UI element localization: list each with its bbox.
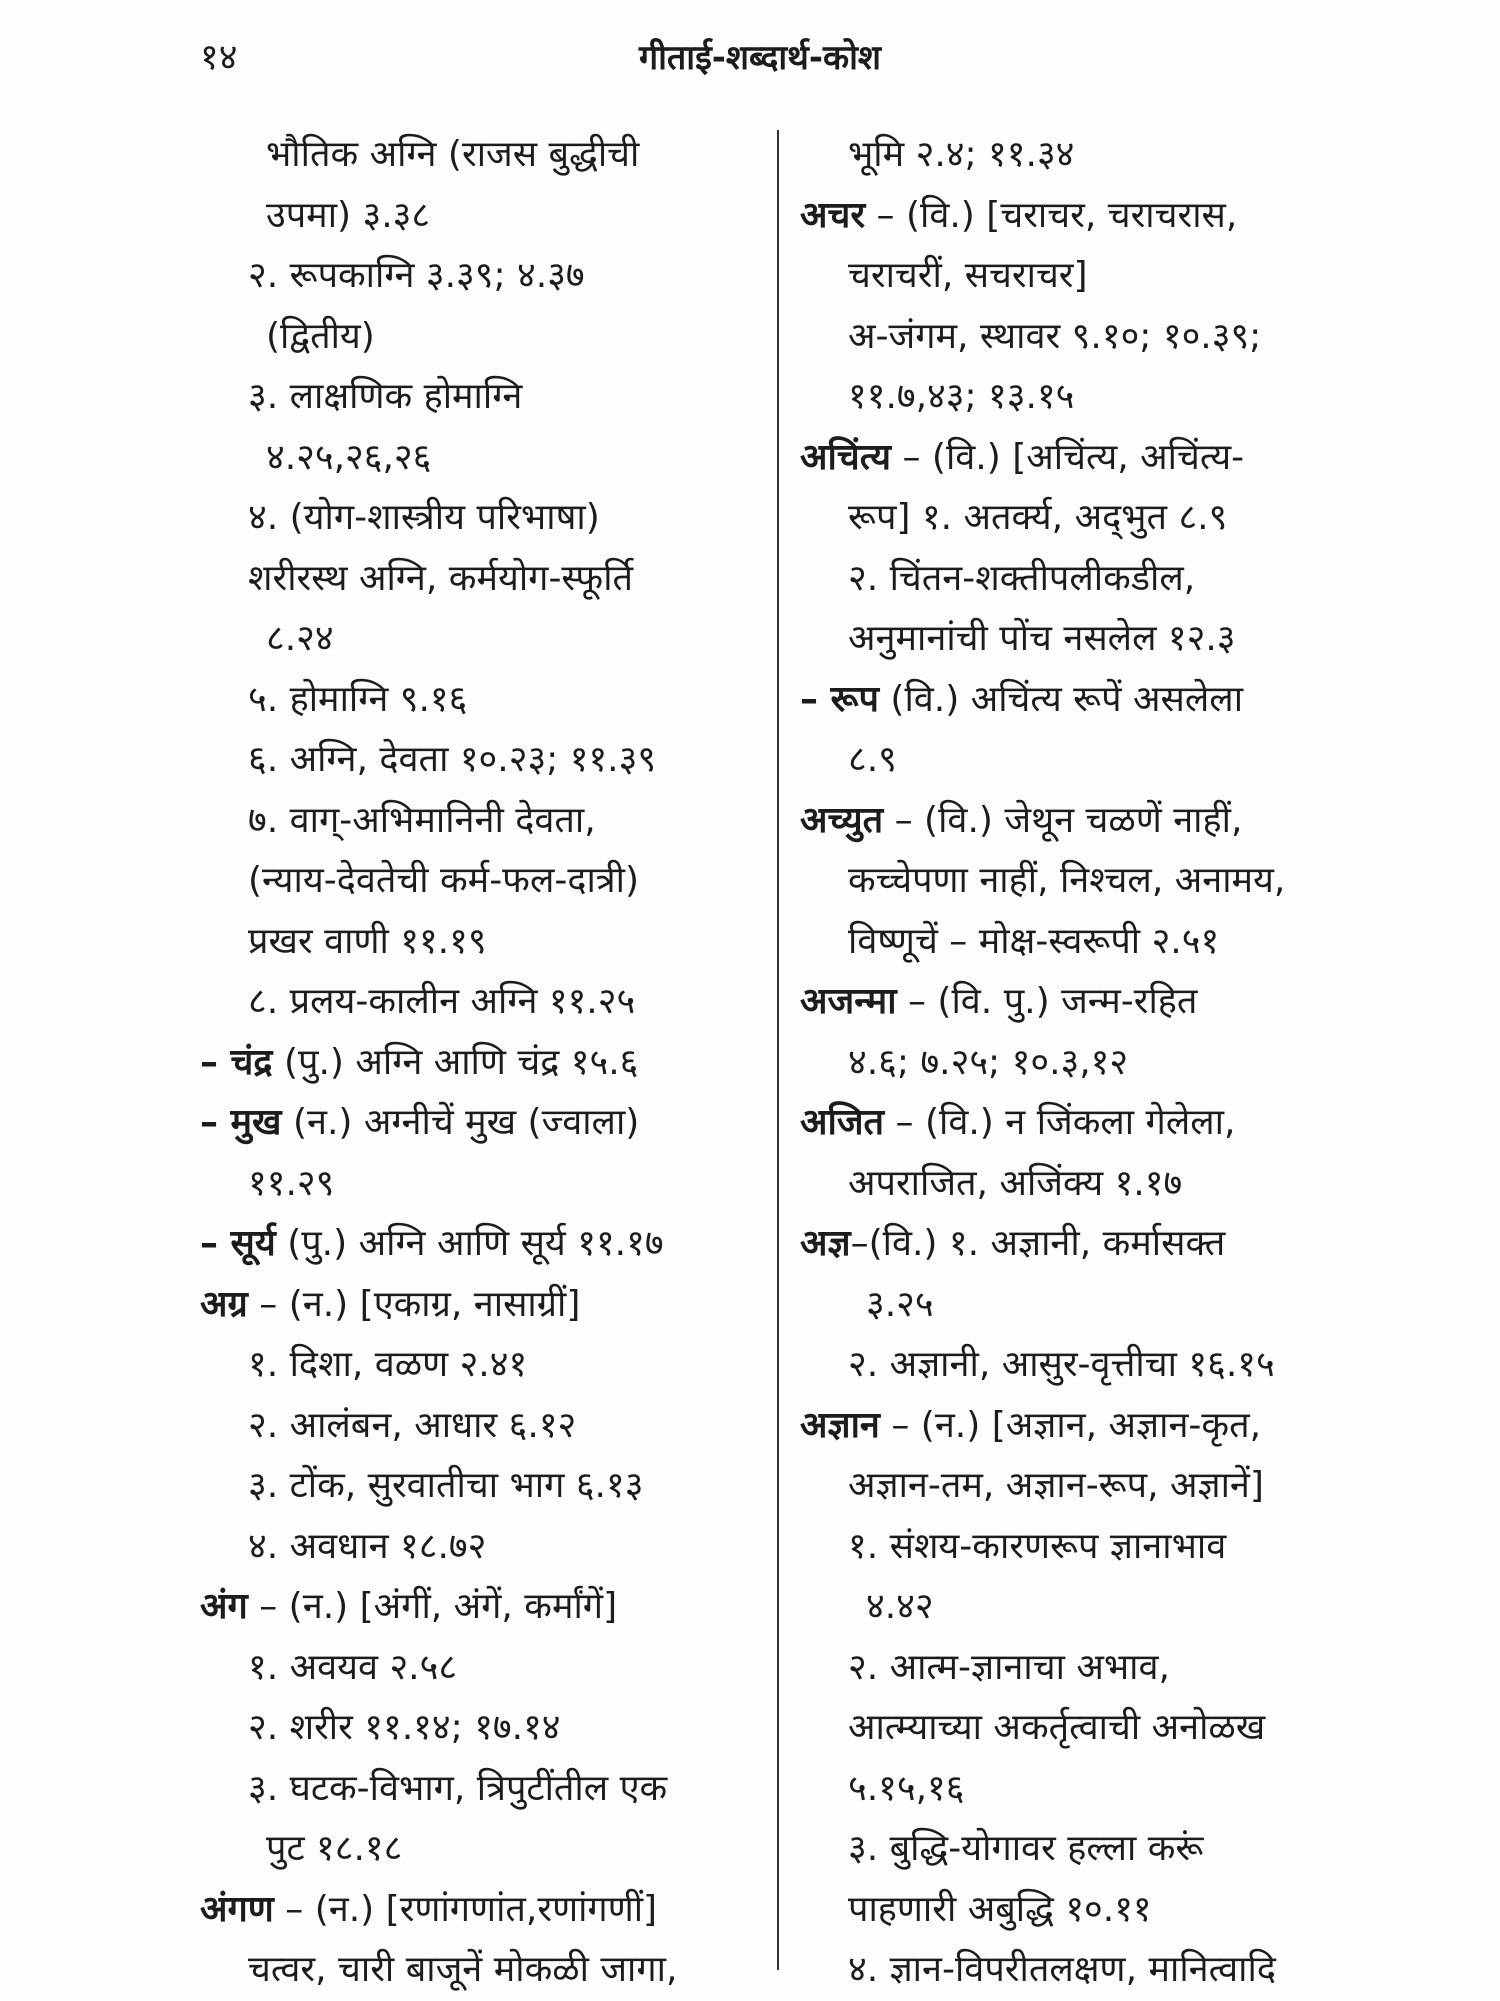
line-text: (वि.) अचिंत्य रूपें असलेला [878,678,1244,720]
definition-line [200,851,770,912]
line-text: ४.४२ [866,1586,934,1627]
definition-line [200,307,770,368]
dictionary-entry-line [800,670,1360,731]
definition-line [200,1638,770,1699]
definition-line [800,609,1360,670]
line-text: – (वि.) [चराचर, चराचरास, [865,194,1238,236]
definition-line [800,367,1360,428]
definition-line [200,1819,770,1880]
line-text: ६. अग्नि, देवता १०.२३; ११.३९ [248,739,657,780]
line-text: भौतिक अग्नि (राजस बुद्धीची [266,134,640,175]
definition-line [800,246,1360,307]
dictionary-entry-line [800,428,1360,489]
line-text: शरीरस्थ अग्नि, कर्मयोग-स्फूर्ति [248,557,634,599]
definition-line [800,1154,1360,1215]
dictionary-entry-line [800,1093,1360,1154]
dictionary-entry-line [200,1214,770,1275]
dictionary-entry-line [200,1093,770,1154]
definition-line [800,1335,1360,1396]
line-text: १. संशय-कारणरूप ज्ञानाभाव [848,1525,1227,1567]
definition-line [800,549,1360,610]
dictionary-entry-line [200,1577,770,1638]
line-text: कच्चेपणा नाहीं, निश्चल, अनामय, [848,860,1286,901]
headword: – रूप [800,678,879,720]
line-text: – (न.) [एकाग्र, नासाग्रीं] [247,1283,581,1325]
definition-line [800,1577,1360,1638]
definition-line [200,730,770,791]
line-text: २. आलंबन, आधार ६.१२ [248,1404,577,1446]
headword: अंग [200,1586,248,1627]
definition-line [200,125,770,186]
line-text: ४.२५,२६,२६ [266,436,432,478]
definition-line [800,488,1360,549]
line-text: ११.७,४३; १३.१५ [848,376,1075,417]
line-text: ३. बुद्धि-योगावर हल्ला करूं [848,1828,1204,1869]
headword: अज्ञान [800,1404,880,1446]
line-text: २. रूपकाग्नि ३.३९; ४.३७ [248,255,585,296]
definition-line [200,1940,770,2001]
line-text: पुट १८.१८ [266,1828,403,1869]
definition-line [200,1154,770,1215]
line-text: (न्याय-देवतेची कर्म-फल-दात्री) [248,860,640,901]
definition-line [800,125,1360,186]
page-number: १४ [200,37,238,78]
line-text: – (वि.) [अचिंत्य, अचिंत्य- [891,436,1245,478]
definition-line [200,972,770,1033]
line-text: ८.२४ [266,618,334,659]
line-text: (पु.) अग्नि आणि चंद्र १५.६ [272,1041,639,1083]
dictionary-entry-line [200,1033,770,1094]
line-text: अनुमानांची पोंच नसलेल १२.३ [848,618,1236,659]
line-text: अज्ञान-तम, अज्ञान-रूप, अज्ञानें] [848,1465,1264,1506]
line-text: – (वि. पु.) जन्म-रहित [896,981,1198,1022]
definition-line [200,549,770,610]
line-text: (न.) अग्नीचें मुख (ज्वाला) [281,1102,640,1143]
line-text: ५. होमाग्नि ९.१६ [248,678,468,720]
line-text: १. दिशा, वळण २.४१ [248,1344,528,1385]
line-text: – (न.) [रणांगणांत,रणांगणीं] [273,1888,658,1930]
definition-line [200,1396,770,1457]
headword: अग्र [200,1283,248,1325]
line-text: पाहणारी अबुद्धि १०.११ [848,1888,1152,1930]
line-text: ४. ज्ञान-विपरीतलक्षण, मानित्वादि [848,1949,1276,1990]
definition-line [800,912,1360,973]
definition-line [200,186,770,247]
definition-line [800,1819,1360,1880]
definition-line [200,791,770,852]
definition-line [800,1517,1360,1578]
line-text: ११.२९ [248,1162,335,1204]
line-text: – (न.) [अंगीं, अंगें, कर्मांगें] [247,1586,618,1627]
line-text: ५.१५,१६ [848,1767,965,1809]
line-text: ३. टोंक, सुरवातीचा भाग ६.१३ [248,1465,644,1506]
line-text: – (वि.) न जिंकला गेलेला, [884,1102,1236,1143]
right-column [800,125,1360,2001]
line-text: उपमा) ३.३८ [266,194,431,236]
line-text: विष्णूचें – मोक्ष-स्वरूपी २.५१ [848,920,1220,962]
line-text: ३.२५ [866,1283,934,1325]
line-text: – (न.) [अज्ञान, अज्ञान-कृत, [879,1404,1262,1446]
definition-line [200,1759,770,1820]
definition-line [200,488,770,549]
column-divider [777,130,779,1970]
dictionary-entry-line [800,972,1360,1033]
headword: अजन्मा [800,981,897,1022]
definition-line [800,851,1360,912]
left-column [200,125,770,2001]
definition-line [200,670,770,731]
dictionary-entry-line [200,1880,770,1941]
dictionary-entry-line [800,791,1360,852]
line-text: रूप] १. अतर्क्य, अद्‌भुत ८.९ [848,497,1228,538]
headword: – मुख [200,1102,282,1143]
line-text: ७. वाग्-अभिमानिनी देवता, [248,799,596,841]
headword: अजित [800,1102,885,1143]
line-text: ३. घटक-विभाग, त्रिपुटींतील एक [248,1767,668,1809]
dictionary-entry-line [200,1275,770,1336]
definition-line [200,609,770,670]
page-header [200,28,1320,88]
running-title: गीताई-शब्दार्थ-कोश [638,38,882,78]
dictionary-entry-line [800,1396,1360,1457]
headword: अच्युत [800,799,884,841]
line-text: २. आत्म-ज्ञानाचा अभाव, [848,1646,1170,1688]
definition-line [200,1698,770,1759]
line-text: (पु.) अग्नि आणि सूर्य ११.१७ [275,1223,664,1264]
line-text: चत्वर, चारी बाजूनें मोकळी जागा, [248,1949,678,1990]
definition-line [200,1456,770,1517]
dictionary-entry-line [800,1214,1360,1275]
definition-line [800,307,1360,368]
line-text: भूमि २.४; ११.३४ [848,134,1075,175]
definition-line [200,428,770,489]
headword: अचर [800,194,866,236]
headword: अंगण [200,1888,274,1930]
headword: – सूर्य [200,1223,276,1264]
line-text: (द्वितीय) [266,315,375,357]
line-text: १. अवयव २.५८ [248,1646,458,1688]
line-text: ८.९ [848,739,897,780]
headword: – चंद्र [200,1041,273,1083]
definition-line [800,1275,1360,1336]
line-text: चराचरीं, सचराचर] [848,255,1088,296]
definition-line [200,367,770,428]
line-text: ८. प्रलय-कालीन अग्नि ११.२५ [248,981,636,1022]
line-text: २. शरीर ११.१४; १७.१४ [248,1707,561,1748]
definition-line [800,1880,1360,1941]
line-text: ४. अवधान १८.७२ [248,1525,487,1567]
line-text: ४. (योग-शास्त्रीय परिभाषा) [248,497,600,538]
definition-line [800,730,1360,791]
definition-line [200,1335,770,1396]
line-text: –(वि.) १. अज्ञानी, कर्मासक्त [850,1223,1226,1264]
definition-line [200,246,770,307]
definition-line [800,1759,1360,1820]
line-text: – (वि.) जेथून चळणें नाहीं, [883,799,1243,841]
headword: अज्ञ [800,1223,851,1264]
line-text: २. अज्ञानी, आसुर-वृत्तीचा १६.१५ [848,1344,1275,1385]
line-text: अ-जंगम, स्थावर ९.१०; १०.३९; [848,315,1262,357]
dictionary-entry-line [800,186,1360,247]
line-text: ३. लाक्षणिक होमाग्नि [248,376,523,417]
definition-line [800,1033,1360,1094]
definition-line [800,1456,1360,1517]
definition-line [200,912,770,973]
headword: अचिंत्य [800,436,892,478]
definition-line [800,1638,1360,1699]
line-text: ४.६; ७.२५; १०.३,१२ [848,1041,1129,1083]
line-text: प्रखर वाणी ११.१९ [248,920,487,962]
line-text: आत्म्याच्या अकर्तृत्वाची अनोळख [848,1707,1266,1748]
definition-line [800,1698,1360,1759]
line-text: २. चिंतन-शक्तीपलीकडील, [848,557,1196,599]
definition-line [800,1940,1360,2001]
definition-line [200,1517,770,1578]
line-text: अपराजित, अजिंक्य १.१७ [848,1162,1183,1204]
